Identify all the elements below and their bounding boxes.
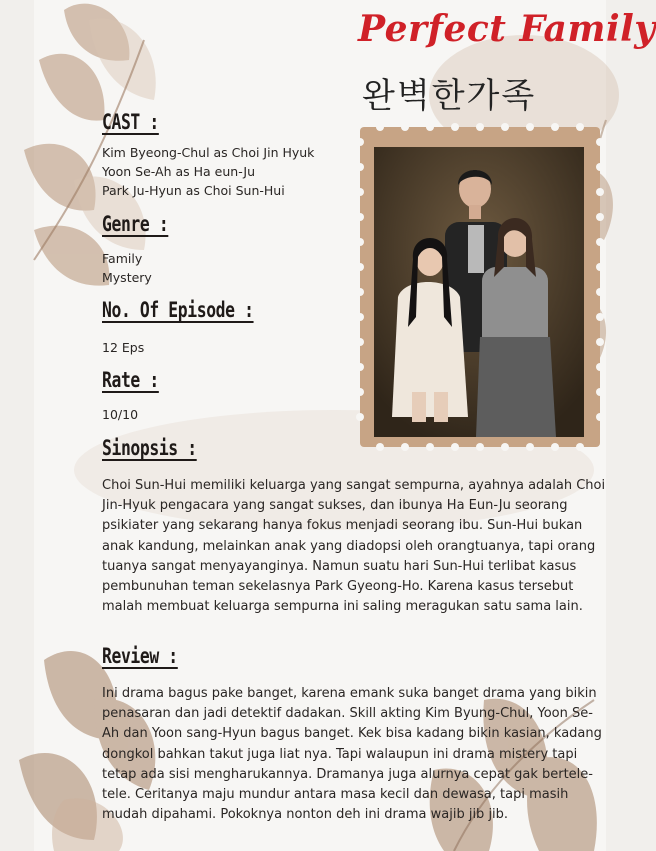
rate-value: 10/10: [102, 407, 139, 422]
genre-heading: Genre :: [102, 212, 169, 236]
episode-count: 12 Eps: [102, 340, 145, 355]
family-photo: [360, 127, 600, 447]
page-title: Perfect Family: [358, 8, 656, 50]
cast-member-1: Kim Byeong-Chul as Choi Jin Hyuk: [102, 145, 315, 160]
synopsis-text: Choi Sun-Hui memiliki keluarga yang sangat sempurna, ayahnya adalah Choi Jin-Hyuk pengacara yang sangat sukses, dan ibunya Ha Eun-Ju seorang psikiater yang sekarang hanya fokus menjadi seorang ibu. Sun-Hui bukan anak kandung, melainkan anak yang diadopsi oleh orangtuanya, tapi orang tuanya sangat menyayanginya. Namun suatu hari Sun-Hui terlibat kasus pembunuhan teman sekelasnya Park Gyeong-Ho. Karena kasus tersebut malah membuat keluarga sempurna ini saling meragukan satu sama lain.: [102, 478, 606, 615]
genre-item-1: Family: [102, 251, 143, 266]
cast-heading: CAST :: [102, 110, 159, 134]
synopsis-heading: Sinopsis :: [102, 436, 197, 460]
poster-page: [34, 0, 656, 851]
cast-member-3: Park Ju-Hyun as Choi Sun-Hui: [102, 183, 285, 198]
korean-subtitle: 완벽한가족: [362, 76, 537, 116]
cast-member-2: Yoon Se-Ah as Ha eun-Ju: [102, 164, 256, 179]
genre-item-2: Mystery: [102, 270, 152, 285]
review-heading: Review :: [102, 644, 178, 668]
episode-heading: No. Of Episode :: [102, 298, 254, 322]
review-text: Ini drama bagus pake banget, karena emank suka banget drama yang bikin penasaran dan jadi detektif dadakan. Skill akting Kim Byung-Chul, Yoon Se-Ah dan Yoon sang-Hyun bagus banget. Kek bisa kadang bikin kasian, kadang dongkol bahkan takut juga liat nya. Tapi walaupun ini drama mistery tapi tetap ada sisi mengharukannya. Dramanya juga alurnya cepat gak bertele-tele. Ceritanya maju mundur antara masa kecil dan dewasa, tapi masih mudah dipahami. Pokoknya nonton deh ini drama wajib jib jib.: [102, 686, 602, 823]
rate-heading: Rate :: [102, 368, 159, 392]
